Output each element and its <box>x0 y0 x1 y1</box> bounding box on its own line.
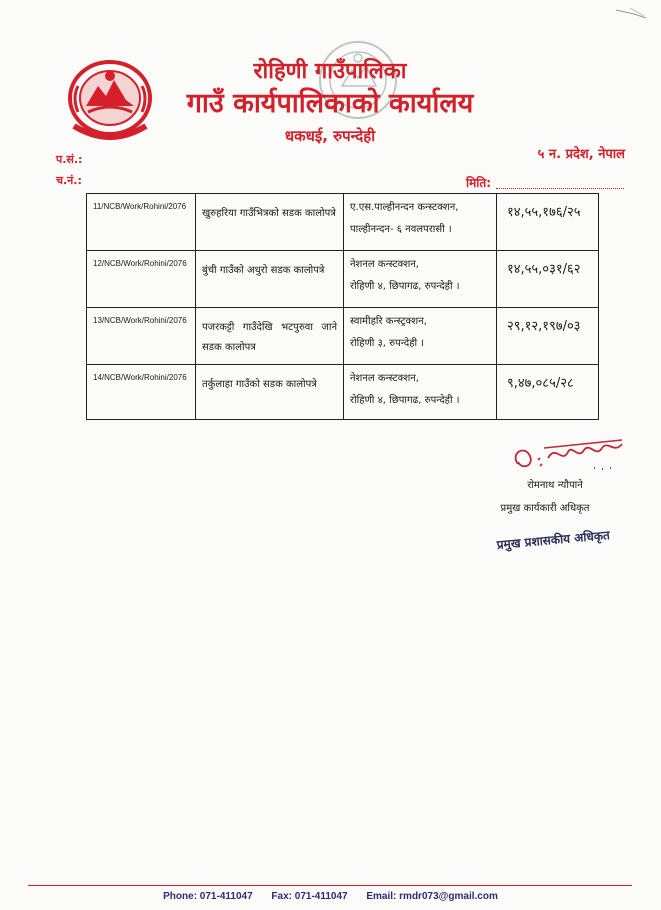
letter-ps-label: प.सं.: <box>56 153 83 166</box>
contractor-cell <box>344 194 497 251</box>
contractor-name: स्वामीहरि कन्स्ट्रक्शन, <box>350 316 427 327</box>
amount-cell: १४,५५,०३१/६२ <box>497 251 599 308</box>
signatory-title: प्रमुख कार्यकारी अधिकृत <box>500 503 590 514</box>
government-emblem-icon <box>64 56 156 140</box>
contractor-address: रोहिणी ३, रुपन्देही । <box>350 338 425 349</box>
footer-fax: Fax: 071-411047 <box>271 891 348 902</box>
contract-ref-cell: 12/NCB/Work/Rohini/2076 <box>87 251 196 308</box>
handwritten-signature <box>504 434 630 480</box>
contractor-address: रोहिणी ४, छिपागढ, रुपन्देही । <box>350 281 460 292</box>
municipality-name: रोहिणी गाउँपालिका <box>253 59 407 84</box>
contractor-address: पाल्हीनन्दन- ६ नवलपरासी । <box>350 224 452 235</box>
signatory-name: रोमनाथ न्यौपाने <box>527 480 583 491</box>
province-text: ५ न. प्रदेश, नेपाल <box>537 147 625 162</box>
contractor-address: रोहिणी ४, छिपागढ, रुपन्देही । <box>350 395 460 406</box>
contractor-name: नेशनल कन्स्टक्शन, <box>350 259 419 270</box>
footer-phone: Phone: 071-411047 <box>163 891 253 902</box>
contractor-cell <box>344 251 497 308</box>
date-dotted-line <box>496 188 624 189</box>
footer-divider <box>28 885 632 886</box>
contract-table <box>86 193 599 420</box>
contractor-cell <box>344 365 497 420</box>
contractor-cell <box>344 308 497 365</box>
amount-cell: २९,१२,१९७/०३ <box>497 308 599 365</box>
work-name-cell: पजरकट्टी गाउँदेखि भटपुरुवा जाने सडक कालोपत्र <box>196 308 344 365</box>
table-row <box>87 251 599 308</box>
work-name-cell: तर्कुलाहा गाउँको सडक कालोपत्रे <box>196 365 344 420</box>
work-name-cell: बुंची गाउँको अधुरो सडक कालोपत्रे <box>196 251 344 308</box>
table-row <box>87 194 599 251</box>
contract-ref-cell: 13/NCB/Work/Rohini/2076 <box>87 308 196 365</box>
footer-contact <box>0 891 661 902</box>
contract-ref-cell: 11/NCB/Work/Rohini/2076 <box>87 194 196 251</box>
table-row <box>87 365 599 420</box>
designation-stamp: प्रमुख प्रशासकीय अधिकृत <box>496 528 611 552</box>
date-label: मिति: <box>466 176 492 190</box>
contract-ref-cell: 14/NCB/Work/Rohini/2076 <box>87 365 196 420</box>
table-row <box>87 308 599 365</box>
work-name-cell: खुरुहरिया गाउँभित्रको सडक कालोपत्रे <box>196 194 344 251</box>
amount-cell: ९,४७,०८५/२८ <box>497 365 599 420</box>
paper-crease-mark <box>614 6 648 20</box>
footer-email: Email: rmdr073@gmail.com <box>366 891 498 902</box>
office-address: धकधई, रुपन्देही <box>284 127 376 145</box>
contractor-name: ए.एस.पाल्हीनन्दन कन्स्टक्शन, <box>350 202 459 213</box>
letter-cn-label: च.नं.: <box>56 174 82 187</box>
office-name: गाउँ कार्यपालिकाको कार्यालय <box>186 88 474 119</box>
contractor-name: नेशनल कन्स्टक्शन, <box>350 373 419 384</box>
amount-cell: १४,५५,१७६/२५ <box>497 194 599 251</box>
